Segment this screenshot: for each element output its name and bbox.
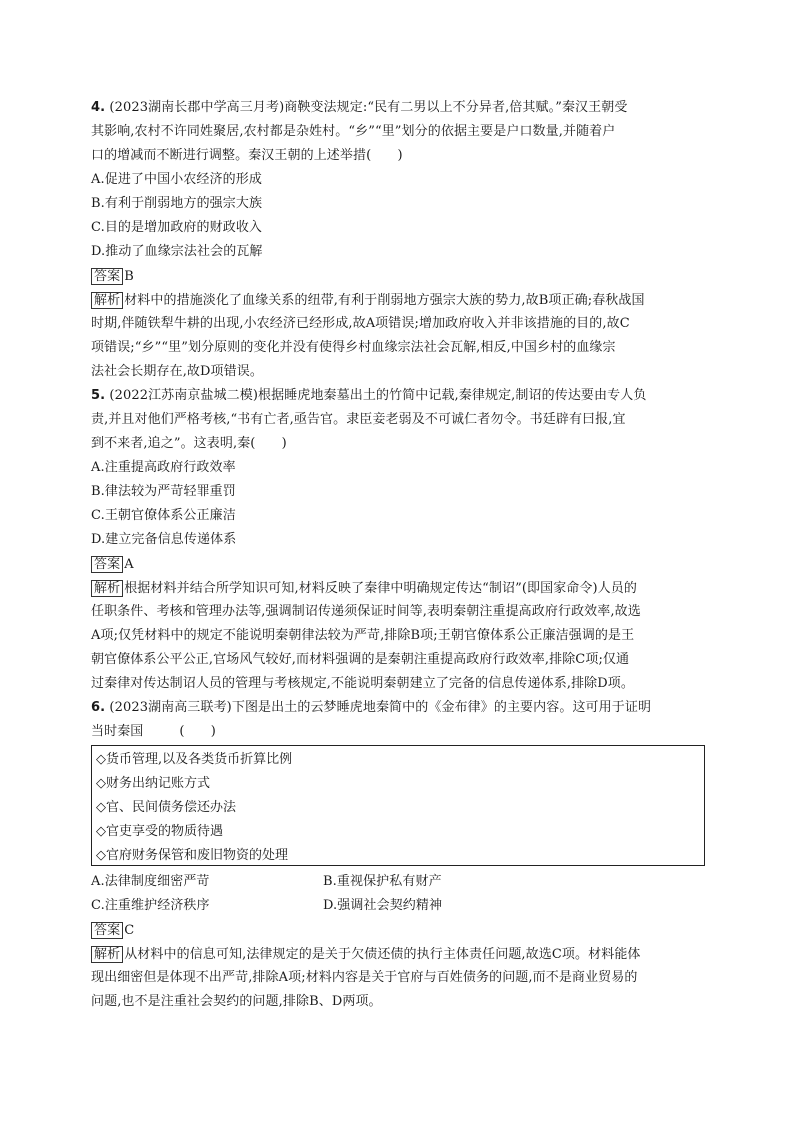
q6-number: 6. bbox=[91, 700, 106, 715]
q4-stem-line-2: 其影响,农村不许同姓聚居,农村都是杂姓村。“乡”“里”划分的依据主要是户口数量,并随着户 bbox=[91, 124, 616, 139]
q5-analysis-line-5: 过秦律对传达制诏人员的管理与考核规定,不能说明秦朝建立了完备的信息传递体系,排除D项。 bbox=[91, 676, 634, 691]
q5-option-d: D.建立完备信息传递体系 bbox=[91, 532, 237, 547]
q6-answer bbox=[91, 922, 134, 939]
q4-number: 4. bbox=[91, 100, 106, 115]
q4-option-a: A.促进了中国小农经济的形成 bbox=[91, 172, 262, 187]
q5-option-a: A.注重提高政府行政效率 bbox=[91, 460, 236, 475]
q6-answer-paren: ( ) bbox=[179, 724, 216, 739]
box-item-5: ◇官府财务保管和废旧物资的处理 bbox=[96, 848, 288, 863]
q6-stem-line-1: 6. (2023湖南高三联考)下图是出土的云梦睡虎地秦简中的《金布律》的主要内容。这可用于证明 bbox=[91, 700, 652, 715]
analysis-tag: 解析 bbox=[91, 292, 123, 309]
q5-answer bbox=[91, 556, 134, 573]
box-item-2: ◇财务出纳记账方式 bbox=[96, 776, 210, 791]
q4-analysis-line-3: 项错误;“乡”“里”划分原则的变化并没有使得乡村血缘宗法社会瓦解,相反,中国乡村的血缘宗 bbox=[91, 340, 616, 355]
box-item-1: ◇货币管理,以及各类货币折算比例 bbox=[96, 752, 293, 767]
q5-stem-line-2: 责,并且对他们严格考核,“书有亡者,亟告官。隶臣妾老弱及不可诚仁者勿令。书廷辟有曰报,宜 bbox=[91, 412, 626, 427]
q5-option-b: B.律法较为严苛轻罪重罚 bbox=[91, 484, 236, 499]
q4-analysis-line-4: 法社会长期存在,故D项错误。 bbox=[91, 364, 263, 379]
q5-stem-line-3: 到不来者,追之”。这表明,秦( ) bbox=[91, 436, 287, 451]
q5-analysis-line-4: 朝官僚体系公平公正,官场风气较好,而材料强调的是秦朝注重提高政府行政效率,排除C项;仅通 bbox=[91, 652, 630, 667]
answer-tag: 答案 bbox=[91, 556, 123, 573]
answer-tag: 答案 bbox=[91, 922, 123, 939]
q4-stem-line-1: 4. (2023湖南长郡中学高三月考)商鞅变法规定:“民有二男以上不分异者,倍其赋。”秦汉王朝受 bbox=[91, 100, 628, 115]
analysis-tag: 解析 bbox=[91, 946, 123, 963]
q4-stem-line-3: 口的增减而不断进行调整。秦汉王朝的上述举措( ) bbox=[91, 148, 403, 163]
q6-option-d: D.强调社会契约精神 bbox=[323, 898, 443, 913]
box-item-3: ◇官、民间债务偿还办法 bbox=[96, 800, 236, 815]
q6-analysis-line-1: 解析 从材料中的信息可知,法律规定的是关于欠债还债的执行主体责任问题,故选C项。材料能体 bbox=[91, 946, 641, 963]
jinbulv-content-box bbox=[91, 745, 705, 866]
analysis-tag: 解析 bbox=[91, 580, 123, 597]
box-item-4: ◇官吏享受的物质待遇 bbox=[96, 824, 223, 839]
q6-option-b: B.重视保护私有财产 bbox=[323, 874, 442, 889]
q4-answer bbox=[91, 268, 134, 285]
q6-option-c: C.注重维护经济秩序 bbox=[91, 898, 210, 913]
q5-analysis-line-2: 任职条件、考核和管理办法等,强调制诏传递须保证时间等,表明秦朝注重提高政府行政效率,故选 bbox=[91, 604, 641, 619]
q5-analysis-line-3: A项;仅凭材料中的规定不能说明秦朝律法较为严苛,排除B项;王朝官僚体系公正廉洁强调的是王 bbox=[91, 628, 635, 643]
q4-option-d: D.推动了血缘宗法社会的瓦解 bbox=[91, 244, 263, 259]
q4-analysis-line-1: 解析 材料中的措施淡化了血缘关系的纽带,有利于削弱地方强宗大族的势力,故B项正确;春秋战国 bbox=[91, 292, 645, 309]
q5-answer-value: A bbox=[124, 557, 134, 572]
q4-option-b: B.有利于削弱地方的强宗大族 bbox=[91, 196, 263, 211]
q5-stem-line-1: 5. (2022江苏南京盐城二模)根据睡虎地秦墓出土的竹简中记载,秦律规定,制诏的传达要由专人负 bbox=[91, 388, 647, 403]
q6-answer-value: C bbox=[124, 923, 135, 938]
q4-option-c: C.目的是增加政府的财政收入 bbox=[91, 220, 263, 235]
q6-analysis-line-2: 现出细密但是体现不出严苛,排除A项;材料内容是关于官府与百姓债务的问题,而不是商业贸易的 bbox=[91, 970, 638, 985]
q4-analysis-line-2: 时期,伴随铁犁牛耕的出现,小农经济已经形成,故A项错误;增加政府收入并非该措施的目的,故C bbox=[91, 316, 630, 331]
q6-option-a: A.法律制度细密严苛 bbox=[91, 874, 210, 889]
q5-analysis-line-1: 解析 根据材料并结合所学知识可知,材料反映了秦律中明确规定传达“制诏”(即国家命令)人员的 bbox=[91, 580, 637, 597]
q4-answer-value: B bbox=[124, 269, 134, 284]
q6-stem-line-2: 当时秦国 ( ) bbox=[91, 724, 216, 739]
q6-analysis-line-3: 问题,也不是注重社会契约的问题,排除B、D两项。 bbox=[91, 994, 382, 1009]
answer-tag: 答案 bbox=[91, 268, 123, 285]
q5-number: 5. bbox=[91, 388, 106, 403]
q5-option-c: C.王朝官僚体系公正廉洁 bbox=[91, 508, 236, 523]
